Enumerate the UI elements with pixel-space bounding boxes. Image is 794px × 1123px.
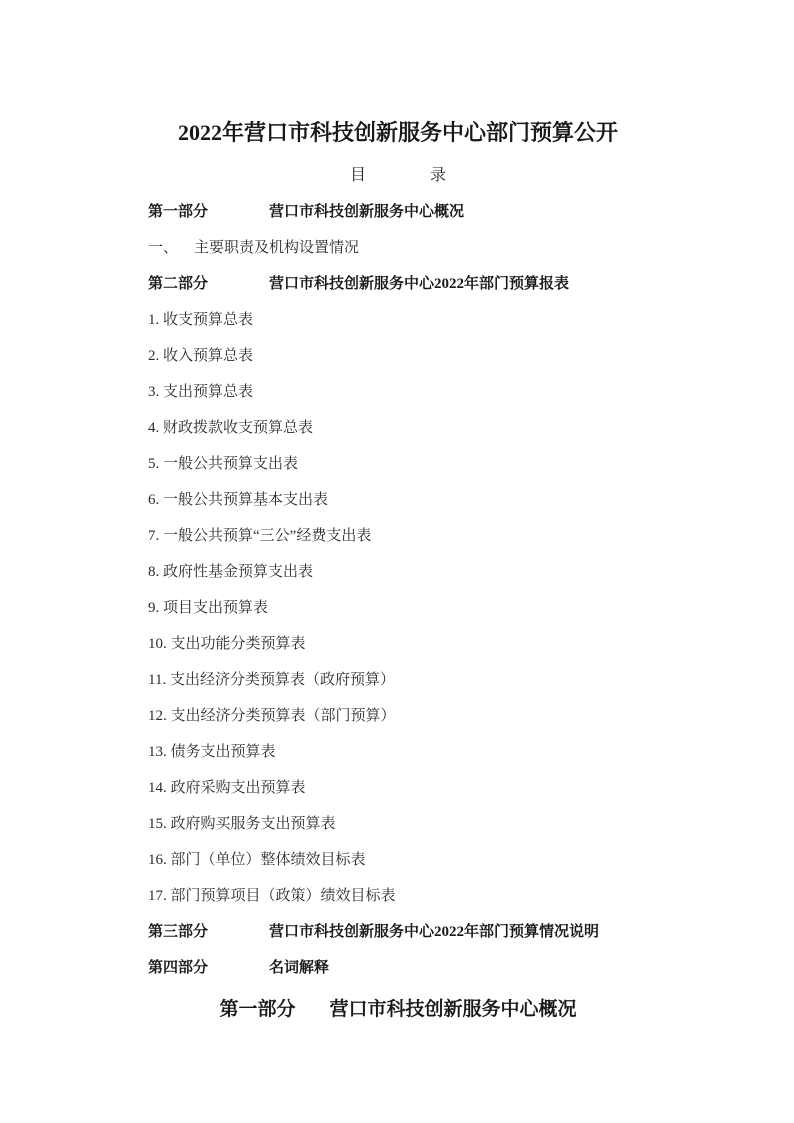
toc-entry-text: 4. 财政拨款收支预算总表 <box>148 420 314 436</box>
toc-entry-text: 营口市科技创新服务中心2022年部门预算报表 <box>269 276 570 292</box>
toc-entry <box>148 446 648 482</box>
toc-entry-text: 3. 支出预算总表 <box>148 384 254 400</box>
toc-entry <box>148 230 648 266</box>
toc-entry <box>148 374 648 410</box>
toc-entry <box>148 410 648 446</box>
toc-entry <box>148 626 648 662</box>
toc-entry-text: 14. 政府采购支出预算表 <box>148 780 306 796</box>
toc-entry <box>148 806 648 842</box>
toc-entry <box>148 842 648 878</box>
toc-entry <box>148 950 648 986</box>
toc-entry-text: 名词解释 <box>269 960 330 976</box>
toc-entry <box>148 302 648 338</box>
toc-entry <box>148 590 648 626</box>
toc-heading: 目 录 <box>349 167 446 184</box>
toc-entry-label: 第四部分 <box>148 960 209 976</box>
toc-entry <box>148 194 648 230</box>
toc-list <box>148 194 648 986</box>
toc-entry-text: 13. 债务支出预算表 <box>148 744 276 760</box>
toc-entry <box>148 266 648 302</box>
toc-entry-text: 15. 政府购买服务支出预算表 <box>148 816 336 832</box>
toc-entry <box>148 482 648 518</box>
toc-entry <box>148 698 648 734</box>
toc-entry-text: 7. 一般公共预算“三公”经费支出表 <box>148 528 372 544</box>
toc-entry-text: 8. 政府性基金预算支出表 <box>148 564 314 580</box>
toc-entry <box>148 770 648 806</box>
toc-entry-text: 9. 项目支出预算表 <box>148 600 269 616</box>
toc-entry-text: 主要职责及机构设置情况 <box>194 240 360 256</box>
document-title: 2022年营口市科技创新服务中心部门预算公开 <box>177 120 618 145</box>
section-heading <box>148 992 648 1028</box>
toc-entry-text: 17. 部门预算项目（政策）绩效目标表 <box>148 888 396 904</box>
toc-entry-text: 5. 一般公共预算支出表 <box>148 456 299 472</box>
toc-entry <box>148 662 648 698</box>
section-heading-label: 第一部分 <box>219 999 296 1020</box>
toc-entry-label: 第二部分 <box>148 276 209 292</box>
toc-entry-text: 2. 收入预算总表 <box>148 348 254 364</box>
toc-entry-text: 16. 部门（单位）整体绩效目标表 <box>148 852 366 868</box>
toc-entry-text: 6. 一般公共预算基本支出表 <box>148 492 329 508</box>
toc-entry-label: 一、 <box>148 240 179 256</box>
toc-entry <box>148 878 648 914</box>
toc-entry <box>148 338 648 374</box>
toc-entry-text: 11. 支出经济分类预算表（政府预算） <box>148 672 395 688</box>
toc-entry-text: 1. 收支预算总表 <box>148 312 254 328</box>
toc-entry-text: 10. 支出功能分类预算表 <box>148 636 306 652</box>
toc-entry <box>148 554 648 590</box>
section-heading-text: 营口市科技创新服务中心概况 <box>329 999 577 1020</box>
toc-entry-text: 12. 支出经济分类预算表（部门预算） <box>148 708 396 724</box>
toc-entry <box>148 914 648 950</box>
toc-entry-label: 第三部分 <box>148 924 209 940</box>
toc-entry-text: 营口市科技创新服务中心2022年部门预算情况说明 <box>269 924 600 940</box>
toc-entry-label: 第一部分 <box>148 204 209 220</box>
toc-entry-text: 营口市科技创新服务中心概况 <box>269 204 465 220</box>
toc-entry <box>148 518 648 554</box>
toc-entry <box>148 734 648 770</box>
